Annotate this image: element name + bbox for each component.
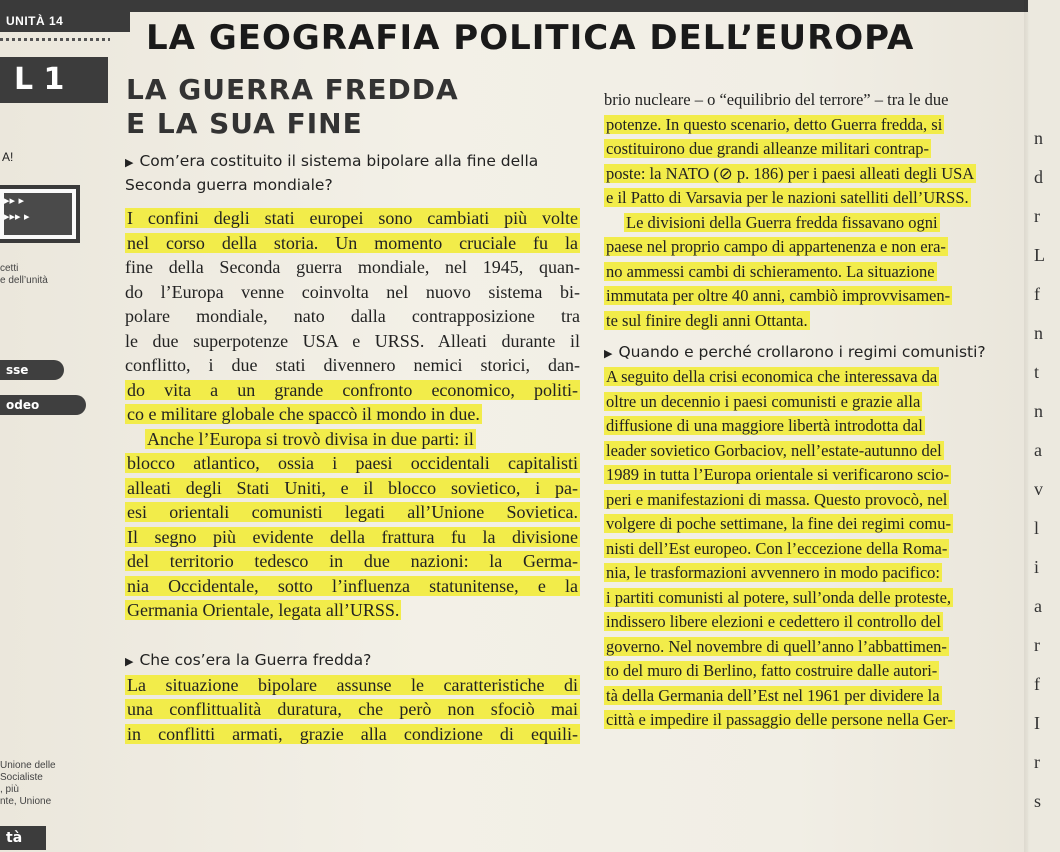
side-note: , più [0,784,19,795]
text-line: no ammessi cambi di schieramento. La situazione [606,261,935,281]
side-note: Unione delle [0,760,56,771]
edge-letter: a [1034,440,1042,460]
side-note: e dell’unità [0,275,48,286]
question-heading [125,649,580,673]
right-column [604,88,1030,733]
text-line: e il Patto di Varsavia per le nazioni satelliti dell’URSS. [606,188,969,207]
triangle-bullet-icon: ▶ [604,347,613,360]
top-band [0,0,1060,12]
play-arrows-icon: ▸▸ ▸ ▸▸▸ ▸ [4,194,30,223]
text-line: fine della Seconda guerra mondiale, nel 1945, quan- [125,257,580,277]
left-column [125,150,580,746]
main-title: LA GEOGRAFIA POLITICA DELL’EUROPA [146,18,915,58]
side-note: nte, Unione [0,796,52,807]
question-heading [604,341,1030,365]
text-line: nia, le trasformazioni avvennero in modo pacifico: [606,563,941,582]
edge-letter: f [1034,674,1040,694]
edge-letter: v [1034,479,1043,499]
text-line: tà della Germania dell’Est nel 1961 per dividere la [606,685,940,705]
text-line: Germania Orientale, legata all’URSS. [127,600,400,620]
text-line: peri e manifestazioni di massa. Questo provocò, nel [606,489,948,509]
text-line: La situazione bipolare assunse le caratteristiche di [127,674,578,695]
edge-letter: I [1034,713,1040,733]
text-line: indissero libere elezioni e cedettero il controllo del [606,612,941,631]
text-line: immutata per oltre 40 anni, cambiò improvvisamen- [606,286,951,305]
dotted-divider [0,38,110,41]
text-line: potenze. In questo scenario, detto Guerra fredda, si [606,114,943,134]
text-line: blocco atlantico, ossia i paesi occidentali capitalisti [127,453,578,473]
edge-letter: r [1034,752,1040,772]
edge-letter: n [1034,128,1043,148]
text-line: do vita a un grande confronto economico, politi- [127,379,578,400]
paragraph [604,365,1030,733]
text-line: to del muro di Berlino, fatto costruire dalle autori- [606,661,938,680]
text-line: oltre un decennio i paesi comunisti e grazie alla [606,391,921,411]
text-line: città e impedire il passaggio delle persone nella Ger- [606,710,953,729]
edge-letter: d [1034,167,1043,187]
text-line: do l’Europa venne coinvolta nel nuovo sistema bi- [125,281,580,302]
text-line: conflitto, i due stati divennero nemici storici, dan- [125,355,580,375]
lesson-badge: L 1 [0,57,108,103]
edge-letter: t [1034,362,1040,382]
text-line: Anche l’Europa si trovò divisa in due parti: il [147,428,474,449]
text-line: brio nucleare – o “equilibrio del terrore” – tra le due [604,90,949,109]
triangle-bullet-icon: ▶ [125,156,134,169]
edge-letter: i [1034,557,1040,577]
text-line: leader sovietico Gorbaciov, nell’estate-autunno del [606,440,942,460]
text-line: governo. Nel novembre di quell’anno l’abbattimen- [606,636,947,656]
edge-letter: n [1034,323,1043,343]
side-label-a: A! [2,150,14,164]
edge-letter: a [1034,596,1042,616]
bottom-tag: tà [0,826,46,850]
lesson-title-line2: E LA SUA FINE [126,107,363,140]
triangle-bullet-icon: ▶ [125,654,134,668]
edge-letter: r [1034,206,1040,226]
question-heading [125,150,580,196]
paragraph [125,206,580,427]
text-line: nel corso della storia. Un momento cruciale fu la [127,232,578,253]
edge-letter: f [1034,284,1040,304]
side-pill-tab[interactable]: sse [0,360,64,380]
edge-letter: l [1034,518,1040,538]
video-thumbnail[interactable] [0,185,80,243]
text-line: del territorio tedesco in due nazioni: la Germa- [127,551,578,571]
text-line: volgere di poche settimane, la fine dei regimi comu- [606,514,952,533]
text-line: I confini degli stati europei sono cambiati più volte [127,208,578,228]
page-shadow [1024,0,1030,852]
adjacent-page-edge [1028,0,1060,852]
text-line: nia Occidentale, sotto l’influenza statunitense, e la [127,575,578,596]
text-line: co e militare globale che spaccò il mondo in due. [127,404,480,424]
text-line: in conflitti armati, grazie alla condizione di equili- [127,723,578,744]
side-note: cetti [0,263,19,274]
text-line: una conflittualità duratura, che però non sfociò mai [127,699,578,719]
text-line: le due superpotenze USA e URSS. Alleati durante il [125,330,580,351]
text-line: Le divisioni della Guerra fredda fissavano ogni [626,212,938,232]
side-note: Socialiste [0,772,43,783]
text-line: Il segno più evidente della frattura fu la divisione [127,526,578,547]
text-line: 1989 in tutta l’Europa orientale si verificarono scio- [606,465,950,484]
unit-tag: UNITÀ 14 [0,10,130,32]
paragraph [125,673,580,747]
question-text: Che cos’era la Guerra fredda? [139,650,372,669]
lesson-title-line1: LA GUERRA FREDDA [126,73,459,106]
text-line: esi orientali comunisti legati all’Unione Sovietica. [127,502,578,522]
edge-letter: L [1034,245,1045,265]
side-pill-tab[interactable]: odeo [0,395,86,415]
question-text: Quando e perché crollarono i regimi comunisti? [618,343,986,361]
text-line: diffusione di una maggiore libertà introdotta dal [606,416,923,435]
edge-letter: r [1034,635,1040,655]
edge-letter: n [1034,401,1043,421]
text-line: paese nel proprio campo di appartenenza e non era- [606,237,946,256]
edge-letter: s [1034,791,1042,811]
text-line: i partiti comunisti al potere, sull’onda delle proteste, [606,587,952,607]
question-text: Com’era costituito il sistema bipolare alla fine della Seconda guerra mondiale? [125,152,539,194]
text-line: nisti dell’Est europeo. Con l’eccezione della Roma- [606,538,948,558]
text-line: costituirono due grandi alleanze militari contrap- [606,139,930,158]
paragraph [125,427,580,623]
paragraph [604,211,1030,334]
paragraph [604,88,1030,211]
lesson-title [126,73,459,141]
text-line: A seguito della crisi economica che interessava da [606,367,938,386]
text-line: polare mondiale, nato dalla contrapposizione tra [125,306,580,326]
text-line: alleati degli Stati Uniti, e il blocco sovietico, i pa- [127,477,578,498]
text-line: te sul finire degli anni Ottanta. [606,310,808,330]
text-line: poste: la NATO (⊘ p. 186) per i paesi alleati degli USA [606,163,975,183]
